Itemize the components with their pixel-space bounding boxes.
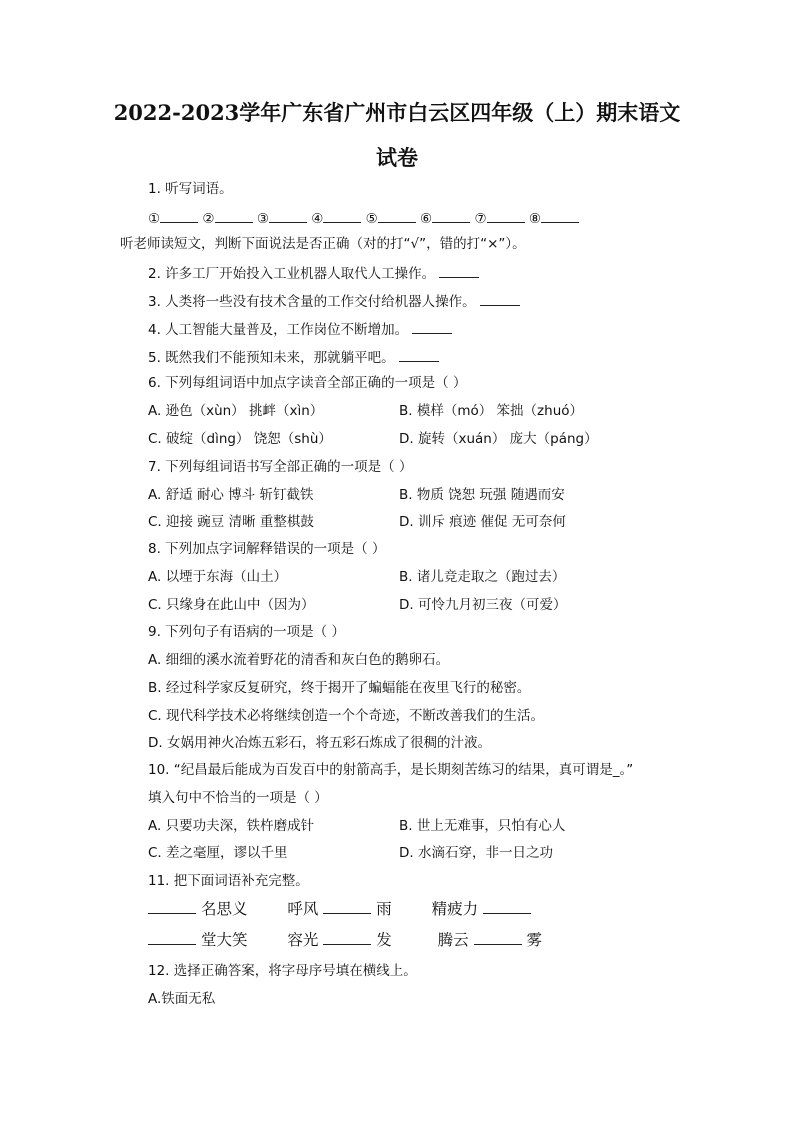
blank-6 <box>432 208 470 223</box>
dictation-blanks <box>148 208 579 228</box>
q10-option-b: B. 世上无难事，只怕有心人 <box>399 818 566 834</box>
q6-option-c: C. 破绽（dìng） 饶恕（shù） <box>148 431 332 447</box>
blank-2 <box>215 208 253 223</box>
mark-8: ⑧ <box>528 211 541 227</box>
idiom-part: 精疲力 <box>431 900 479 918</box>
q10-option-a: A. 只要功夫深，铁杵磨成针 <box>148 818 315 834</box>
q8-option-c: C. 只缘身在此山中（因为） <box>148 597 315 613</box>
question-10-prompt: 填入句中不恰当的一项是（ ） <box>148 790 328 806</box>
exam-title: 2022-2023学年广东省广州市白云区四年级（上）期末语文 <box>113 100 681 125</box>
blank-4 <box>323 208 361 223</box>
question-12: 12. 选择正确答案，将字母序号填在横线上。 <box>148 963 417 979</box>
q8-option-b: B. 诸儿竞走取之（跑过去） <box>399 569 566 585</box>
answer-blank <box>480 291 520 306</box>
q9-option-a: A. 细细的溪水流着野花的清香和灰白色的鹅卵石。 <box>148 652 450 668</box>
mark-6: ⑥ <box>420 211 433 227</box>
idiom-row-2 <box>148 930 542 949</box>
question-3-text: 3. 人类将一些没有技术含量的工作交付给机器人操作。 <box>148 294 476 310</box>
question-2 <box>148 263 479 283</box>
q12-option-a: A.铁面无私 <box>148 991 216 1007</box>
idiom-part: 雾 <box>526 931 543 949</box>
q9-option-b: B. 经过科学家反复研究，终于揭开了蝙蝠能在夜里飞行的秘密。 <box>148 680 531 696</box>
idiom-blank <box>474 930 522 945</box>
q7-option-c: C. 迎接 豌豆 清晰 重整棋鼓 <box>148 514 314 530</box>
mark-3: ③ <box>256 211 269 227</box>
exam-title-continued: 试卷 <box>376 145 418 170</box>
idiom-blank <box>148 899 196 914</box>
question-9: 9. 下列句子有语病的一项是（ ） <box>148 624 345 640</box>
idiom-part: 雨 <box>376 900 392 918</box>
question-4 <box>148 319 452 339</box>
question-4-text: 4. 人工智能大量普及，工作岗位不断增加。 <box>148 322 409 338</box>
idiom-blank <box>323 899 371 914</box>
q8-option-d: D. 可怜九月初三夜（可爱） <box>399 597 567 613</box>
blank-8 <box>541 208 579 223</box>
question-2-text: 2. 许多工厂开始投入工业机器人取代人工操作。 <box>148 266 436 282</box>
blank-5 <box>378 208 416 223</box>
question-1: 1. 听写词语。 <box>148 181 233 197</box>
idiom-part: 名思义 <box>200 900 248 918</box>
q7-option-a: A. 舒适 耐心 博斗 斩钉截铁 <box>148 487 314 503</box>
q6-option-d: D. 旋转（xuán） 庞大（páng） <box>399 431 598 447</box>
answer-blank <box>439 263 479 278</box>
idiom-part: 腾云 <box>437 931 469 949</box>
question-7: 7. 下列每组词语书写全部正确的一项是（ ） <box>148 459 413 475</box>
question-10: 10. “纪昌最后能成为百发百中的射箭高手，是长期刻苦练习的结果，真可谓是_。” <box>148 762 634 778</box>
question-5 <box>148 347 439 367</box>
idiom-blank <box>323 930 371 945</box>
q6-option-b: B. 模样（mó） 笨拙（zhuó） <box>399 403 584 419</box>
mark-4: ④ <box>311 211 324 227</box>
question-8: 8. 下列加点字词解释错误的一项是（ ） <box>148 541 386 557</box>
q7-option-d: D. 训斥 痕迹 催促 无可奈何 <box>399 514 566 530</box>
mark-2: ② <box>202 211 215 227</box>
q10-option-d: D. 水滴石穿，非一日之功 <box>399 845 553 861</box>
q7-option-b: B. 物质 饶恕 玩强 随遇而安 <box>399 487 565 503</box>
question-5-text: 5. 既然我们不能预知未来，那就躺平吧。 <box>148 350 395 366</box>
judge-instructions: 听老师读短文，判断下面说法是否正确（对的打“√”，错的打“×”）。 <box>120 236 526 252</box>
blank-1 <box>160 208 198 223</box>
blank-3 <box>269 208 307 223</box>
idiom-row-1 <box>148 899 531 918</box>
q8-option-a: A. 以堙于东海（山土） <box>148 569 288 585</box>
blank-7 <box>487 208 525 223</box>
idiom-part: 容光 <box>287 931 319 949</box>
question-3 <box>148 291 520 311</box>
idiom-blank <box>483 899 531 914</box>
idiom-blank <box>148 930 196 945</box>
q10-option-c: C. 差之毫厘，谬以千里 <box>148 845 288 861</box>
answer-blank <box>412 319 452 334</box>
q6-option-a: A. 逊色（xùn） 挑衅（xìn） <box>148 403 324 419</box>
idiom-part: 发 <box>376 931 392 949</box>
q9-option-d: D. 女娲用神火冶炼五彩石，将五彩石炼成了很稠的汁液。 <box>148 735 491 751</box>
mark-7: ⑦ <box>474 211 487 227</box>
question-11: 11. 把下面词语补充完整。 <box>148 873 309 889</box>
mark-1: ① <box>148 211 161 227</box>
question-6: 6. 下列每组词语中加点字读音全部正确的一项是（ ） <box>148 375 467 391</box>
idiom-part: 呼风 <box>287 900 319 918</box>
idiom-part: 堂大笑 <box>200 931 248 949</box>
q9-option-c: C. 现代科学技术必将继续创造一个个奇迹，不断改善我们的生活。 <box>148 708 545 724</box>
answer-blank <box>399 347 439 362</box>
mark-5: ⑤ <box>365 211 378 227</box>
